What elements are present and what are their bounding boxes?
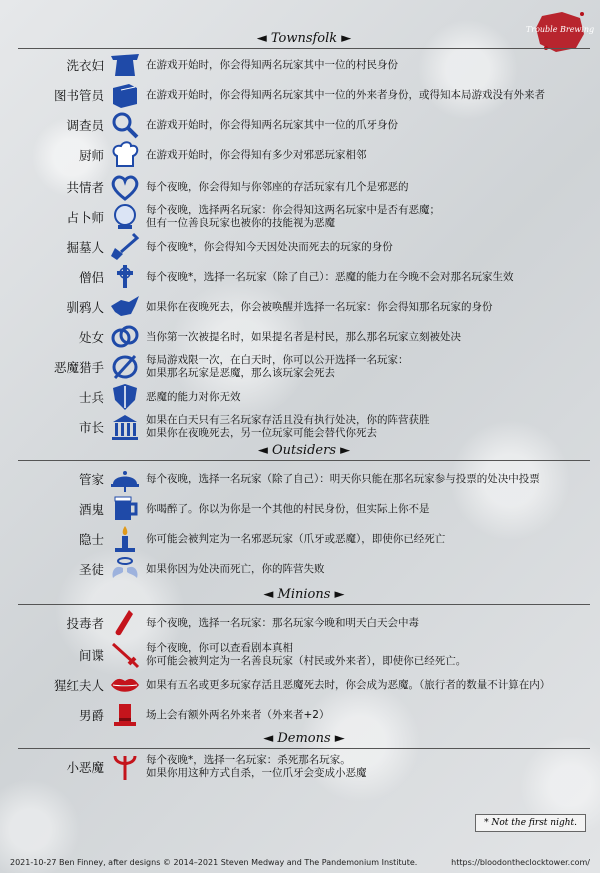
role-desc: 每个夜晚*，选择一名玩家（除了自己）：恶魔的能力在今晚不会对那名玩家生效 xyxy=(146,270,514,283)
not-first-night-note: * Not the first night. xyxy=(475,814,586,832)
section-outsiders: ◄ Outsiders ► xyxy=(18,440,590,461)
role-desc: 在游戏开始时，你会得知两名玩家其中一位的村民身份 xyxy=(146,58,398,71)
role-desc: 如果你在夜晚死去，你会被唤醒并选择一名玩家：你会得知那名玩家的身份 xyxy=(146,300,493,313)
role-desc: 场上会有额外两名外来者（外来者+2） xyxy=(146,708,330,721)
role-desc: 在游戏开始时，你会得知两名玩家其中一位的外来者身份，或得知本局游戏没有外来者 xyxy=(146,88,545,101)
role-row-undertaker xyxy=(0,230,600,264)
role-name: 隐士 xyxy=(78,532,104,547)
role-desc: 在游戏开始时，你会得知两名玩家其中一位的爪牙身份 xyxy=(146,118,398,131)
shirt-icon xyxy=(104,49,146,81)
heart-icon xyxy=(104,171,146,203)
role-name: 男爵 xyxy=(78,708,104,723)
role-name: 掘墓人 xyxy=(66,240,104,255)
poison-vial-icon xyxy=(104,607,146,639)
cloche-icon xyxy=(104,463,146,495)
role-row-recluse xyxy=(0,522,600,556)
role-desc: 每个夜晚*，选择一名玩家：杀死那名玩家。 如果你用这种方式自杀，一位爪牙会变成小恶魔 xyxy=(146,754,367,779)
halo-wings-icon xyxy=(104,553,146,585)
role-name: 调查员 xyxy=(66,118,104,133)
role-name: 投毒者 xyxy=(66,616,104,631)
section-minions: ◄ Minions ► xyxy=(18,584,590,605)
role-row-empath xyxy=(0,170,600,204)
role-name: 图书管员 xyxy=(53,88,104,103)
role-name: 共情者 xyxy=(66,180,104,195)
role-desc: 你可能会被判定为一名邪恶玩家（爪牙或恶魔），即使你已经死亡 xyxy=(146,532,446,545)
role-desc: 每个夜晚，选择一名玩家（除了自己）：明天你只能在那名玩家参与投票的处决中投票 xyxy=(146,472,540,485)
role-name: 圣徒 xyxy=(78,562,104,577)
role-name: 占卜师 xyxy=(66,210,104,225)
role-desc: 如果有五名或更多玩家存活且恶魔死去时，你会成为恶魔。（旅行者的数量不计算在内） xyxy=(146,678,551,691)
footer-link[interactable]: https://bloodontheclocktower.com/ xyxy=(451,858,590,867)
rings-icon xyxy=(104,321,146,353)
raven-icon xyxy=(104,291,146,323)
role-name: 驯鸦人 xyxy=(66,300,104,315)
top-hat-icon xyxy=(104,699,146,731)
role-name: 厨师 xyxy=(78,148,104,163)
role-desc: 每个夜晚*，你会得知今天因处决而死去的玩家的身份 xyxy=(146,240,393,253)
role-row-butler xyxy=(0,462,600,496)
role-desc: 恶魔的能力对你无效 xyxy=(146,390,241,403)
role-row-drunk xyxy=(0,492,600,526)
role-desc: 在游戏开始时，你会得知有多少对邪恶玩家相邻 xyxy=(146,148,367,161)
svg-text:Trouble Brewing: Trouble Brewing xyxy=(525,25,595,34)
role-row-investigator xyxy=(0,108,600,142)
chef-hat-icon xyxy=(104,139,146,171)
role-row-mayor xyxy=(0,410,600,444)
role-desc: 当你第一次被提名时，如果提名者是村民，那么那名玩家立刻被处决 xyxy=(146,330,461,343)
footer-credits: 2021-10-27 Ben Finney, after designs © 2014–2021 Steven Medway and The Pandemonium Institute. xyxy=(10,858,418,867)
role-name: 处女 xyxy=(78,330,104,345)
candle-icon xyxy=(104,523,146,555)
dagger-icon xyxy=(104,639,146,671)
role-row-slayer xyxy=(0,350,600,384)
section-townsfolk: ◄ Townsfolk ► xyxy=(18,28,590,49)
magnifier-icon xyxy=(104,109,146,141)
shovel-icon xyxy=(104,231,146,263)
role-row-fortune-teller xyxy=(0,200,600,234)
town-hall-icon xyxy=(104,411,146,443)
cross-icon xyxy=(104,261,146,293)
lips-icon xyxy=(104,669,146,701)
role-name: 市长 xyxy=(78,420,104,435)
role-row-chef xyxy=(0,138,600,172)
role-name: 小恶魔 xyxy=(66,760,104,775)
shield-icon xyxy=(104,381,146,413)
section-demons: ◄ Demons ► xyxy=(18,728,590,749)
role-row-imp xyxy=(0,750,600,784)
role-desc: 如果你因为处决而死亡，你的阵营失败 xyxy=(146,562,325,575)
role-row-spy xyxy=(0,638,600,672)
role-row-baron xyxy=(0,698,600,732)
role-name: 僧侣 xyxy=(78,270,104,285)
role-row-monk xyxy=(0,260,600,294)
role-row-virgin xyxy=(0,320,600,354)
role-row-librarian xyxy=(0,78,600,112)
role-name: 酒鬼 xyxy=(78,502,104,517)
role-name: 猩红夫人 xyxy=(53,678,104,693)
role-desc: 每局游戏限一次，在白天时，你可以公开选择一名玩家： 如果那名玩家是恶魔，那么该玩家会死去 xyxy=(146,354,409,379)
role-row-poisoner xyxy=(0,606,600,640)
role-name: 间谍 xyxy=(78,648,104,663)
crystal-ball-icon xyxy=(104,201,146,233)
role-row-ravenkeeper xyxy=(0,290,600,324)
role-name: 洗衣妇 xyxy=(66,58,104,73)
book-icon xyxy=(104,79,146,111)
role-row-scarlet-woman xyxy=(0,668,600,702)
role-row-soldier xyxy=(0,380,600,414)
beer-mug-icon xyxy=(104,493,146,525)
role-desc: 每个夜晚，你会得知与你邻座的存活玩家有几个是邪恶的 xyxy=(146,180,409,193)
role-name: 管家 xyxy=(78,472,104,487)
role-desc: 每个夜晚，选择两名玩家：你会得知这两名玩家中是否有恶魔； 但有一位善良玩家也被你的技能视为恶魔 xyxy=(146,204,440,229)
role-row-saint xyxy=(0,552,600,586)
role-desc: 如果在白天只有三名玩家存活且没有执行处决，你的阵营获胜 如果你在夜晚死去，另一位玩家可能会替代你死去 xyxy=(146,414,430,439)
role-desc: 每个夜晚，你可以查看剧本真相 你可能会被判定为一名善良玩家（村民或外来者），即使你已经死亡。 xyxy=(146,642,467,667)
role-name: 恶魔猎手 xyxy=(53,360,104,375)
role-desc: 每个夜晚，选择一名玩家：那名玩家今晚和明天白天会中毒 xyxy=(146,616,419,629)
role-name: 士兵 xyxy=(78,390,104,405)
trident-icon xyxy=(104,751,146,783)
role-desc: 你喝醉了。你以为你是一个其他的村民身份，但实际上你不是 xyxy=(146,502,430,515)
role-row-washerwoman xyxy=(0,48,600,82)
crossbow-icon xyxy=(104,351,146,383)
